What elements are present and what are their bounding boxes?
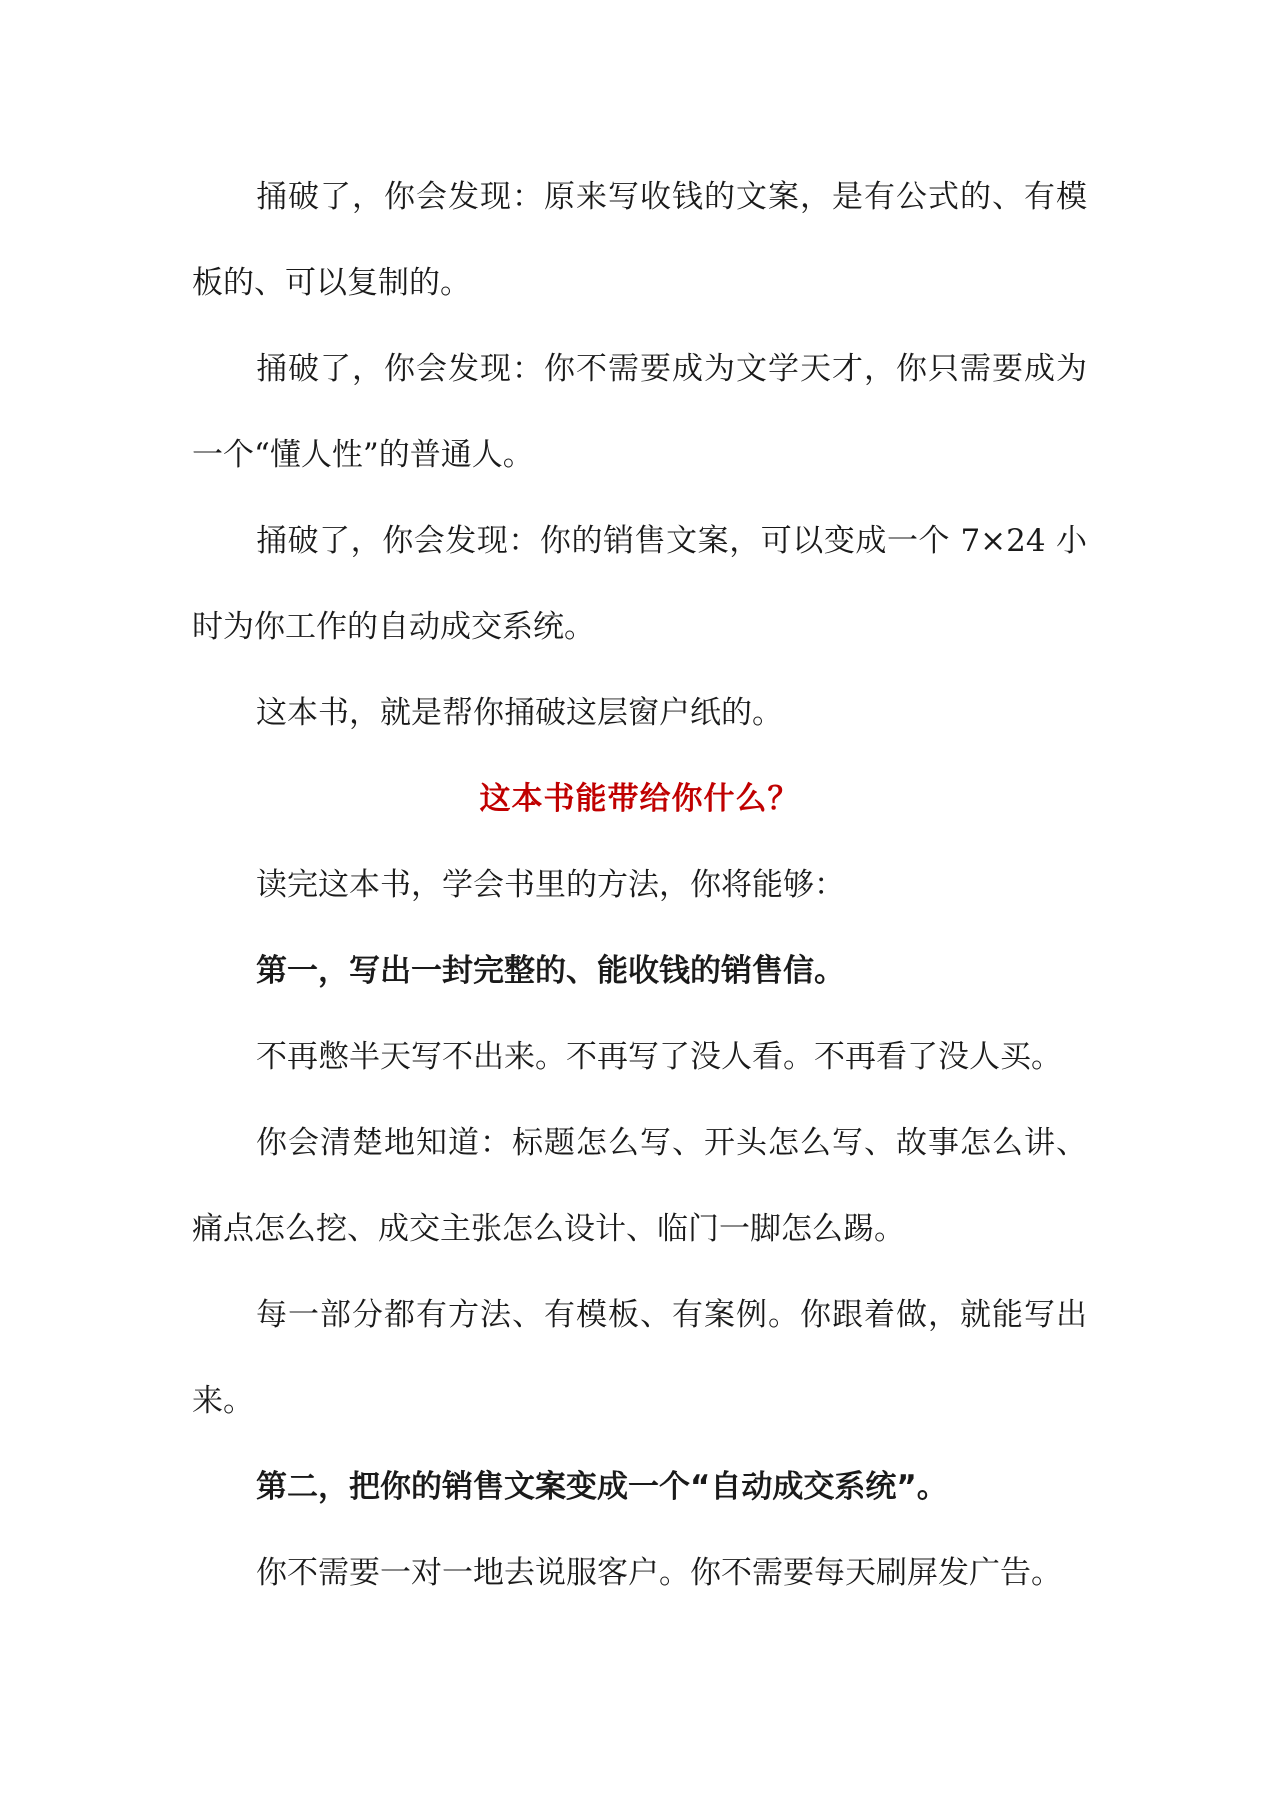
paragraph: 不再憋半天写不出来。不再写了没人看。不再看了没人买。 — [256, 1039, 1062, 1075]
point-two-title: 第二，把你的销售文案变成一个“自动成交系统”。 — [256, 1469, 948, 1505]
paragraph: 这本书，就是帮你捅破这层窗户纸的。 — [256, 695, 783, 731]
paragraph: 你会清楚地知道：标题怎么写、开头怎么写、故事怎么讲、痛点怎么挖、成交主张怎么设计、临门一脚怎么踢。 — [192, 1125, 1087, 1247]
point-one-title: 第一，写出一封完整的、能收钱的销售信。 — [256, 953, 845, 989]
paragraph: 捅破了，你会发现：你的销售文案，可以变成一个 7×24 小时为你工作的自动成交系统。 — [192, 523, 1087, 645]
body-text — [192, 154, 1087, 1616]
paragraph: 你不需要一对一地去说服客户。你不需要每天刷屏发广告。 — [256, 1555, 1062, 1591]
paragraph: 每一部分都有方法、有模板、有案例。你跟着做，就能写出来。 — [192, 1297, 1087, 1419]
intro-paragraph: 读完这本书，学会书里的方法，你将能够： — [256, 867, 845, 903]
paragraph: 捅破了，你会发现：原来写收钱的文案，是有公式的、有模板的、可以复制的。 — [192, 179, 1087, 301]
section-heading: 这本书能带给你什么？ — [479, 781, 800, 817]
paragraph: 捅破了，你会发现：你不需要成为文学天才，你只需要成为一个“懂人性”的普通人。 — [192, 351, 1087, 473]
